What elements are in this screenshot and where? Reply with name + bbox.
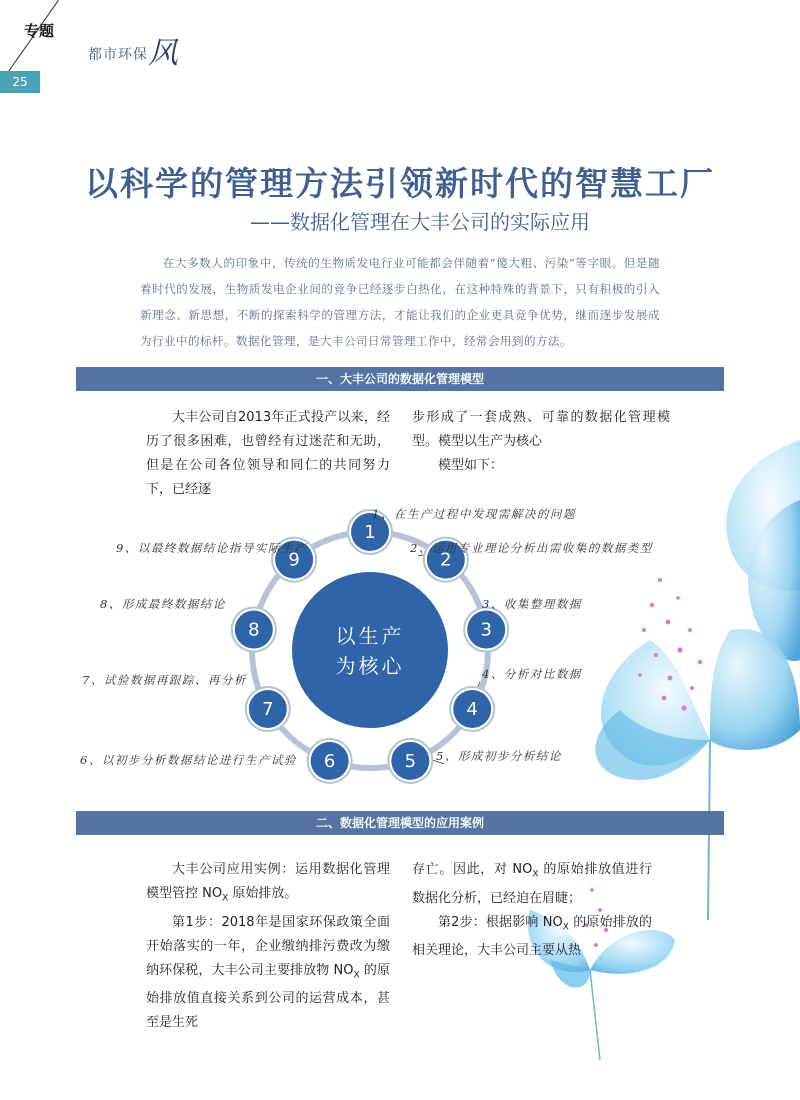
step-label-6: 6、以初步分析数据结论进行生产试验 (80, 753, 297, 767)
node-number-1: 1 (364, 522, 376, 543)
step-label-5: 5、形成初步分析结论 (436, 749, 562, 763)
node-number-6: 6 (323, 750, 336, 772)
step1-paragraph: 第1步：2018年是国家环保政策全面开始落实的一年，企业缴纳排污费改为缴纳环保税，大丰公司主要排放物 $NO_X$ 的原始排放值直接关系到公司的运营成本，甚至是生死 (146, 914, 390, 1031)
section1-model-intro: 模型如下： (438, 458, 504, 473)
section-heading-2: 二、数据化管理模型的应用案例 (76, 811, 724, 835)
node-number-8: 8 (248, 619, 260, 641)
step-label-1: 1、在生产过程中发现需解决的问题 (372, 507, 576, 521)
step-label-4: 4、分析对比数据 (482, 667, 582, 681)
node-number-4: 4 (466, 699, 478, 720)
node-number-9: 9 (288, 549, 300, 571)
section2-left-column (146, 858, 390, 1035)
step-label-7: 7、试验数据再跟踪、再分析 (82, 673, 247, 687)
brand-big-glyph: 风 (148, 36, 179, 71)
node-number-3: 3 (480, 619, 492, 641)
article-subtitle: ——数据化管理在大丰公司的实际应用 (250, 210, 590, 234)
magazine-brand (88, 24, 179, 71)
case-intro-paragraph: 大丰公司应用实例：运用数据化管理模型管控 $NO_X$ 原始排放。 (146, 862, 390, 904)
node-number-5: 5 (404, 750, 417, 772)
step-label-2: 2、运用专业理论分析出需收集的数据类型 (410, 541, 653, 555)
diagram-hub (292, 572, 448, 728)
management-model-diagram (80, 500, 660, 790)
section1-left-column: 大丰公司自2013年正式投产以来，经历了很多困难，也曾经有过迷茫和无助，但是在公司各位领导和同仁的共同努力下，已经逐 (146, 410, 390, 497)
section-heading-1: 一、大丰公司的数据化管理模型 (76, 367, 724, 391)
section1-right-text: 步形成了一套成熟、可靠的数据化管理模型。模型以生产为核心 (412, 410, 670, 449)
intro-paragraph: 在大多数人的印象中，传统的生物质发电行业可能都会伴随着“傻大粗、污染”等字眼。但是随着时代的发展，生物质发电企业间的竞争已经逐步白热化，在这种特殊的背景下，只有积极的引入新理念、新思想，不断的探索科学的管理方法，才能让我们的企业更具竞争优势，继而逐步发展成为行业中的标杆。数据化管理，是大丰公司日常管理工作中，经常会用到的方法。 (140, 256, 660, 348)
node-number-7: 7 (262, 699, 274, 720)
brand-small-text: 都市环保 (88, 47, 148, 63)
hub-text-line2: 为核心 (335, 654, 405, 678)
section-label: 专题 (24, 22, 55, 40)
node-number-2: 2 (440, 549, 452, 571)
step-label-3: 3、收集整理数据 (482, 597, 582, 611)
step-label-9: 9、以最终数据结论指导实际生产 (116, 541, 307, 555)
step-label-8: 8、形成最终数据结论 (100, 597, 226, 611)
article-title: 以科学的管理方法引领新时代的智慧工厂 (85, 164, 715, 203)
hub-text-line1: 以生产 (335, 624, 405, 648)
step1-continued-paragraph: 存亡。因此，对 $NO_X$ 的原始排放值进行数据化分析，已经迫在眉睫； (412, 862, 652, 906)
page-number-badge: 25 (0, 71, 40, 93)
section2-right-column (412, 858, 652, 963)
section1-right-column (412, 406, 670, 478)
step2-paragraph: 第2步：根据影响 $NO_X$ 的原始排放的相关理论，大丰公司主要从热 (412, 914, 652, 959)
